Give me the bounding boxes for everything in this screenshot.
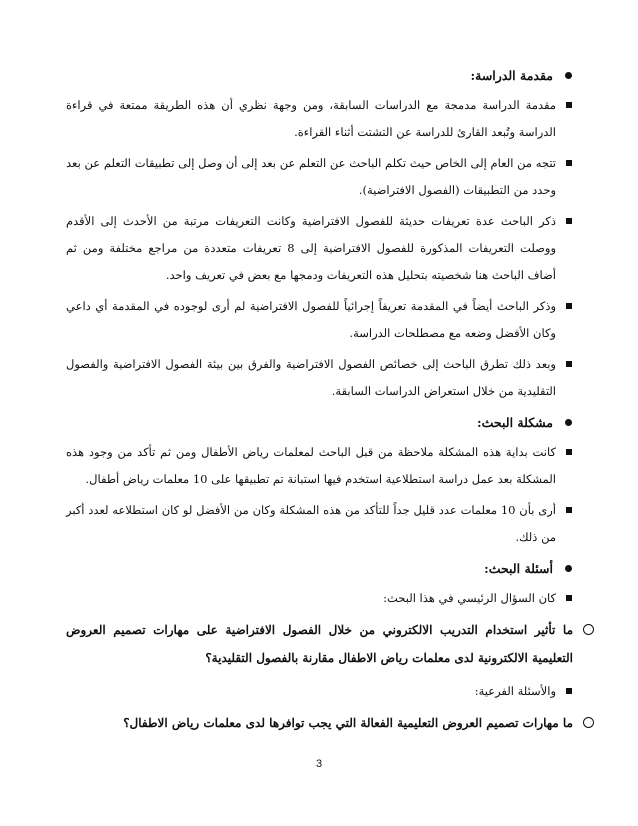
list-item-text: ذكر الباحث عدة تعريفات حديثة للفصول الافتراضية وكانت التعريفات مرتبة من الأحدث إلى الأقدم ووصلت التعريفات المذكورة للفصول الافتراضية إلى 8 تعريفات متعددة من مراجع مختلفة ومن ثم أضاف الباحث هنا شخصيته بتحليل هذه التعريفات ودمجها مع بعض في تعريف واحد. (66, 214, 556, 282)
list-item-text: أرى بأن 10 معلمات عدد قليل جداً للتأكد من هذه المشكلة وكان من الأفضل لو كان استطلاعه لعدد أكبر من ذلك. (66, 503, 556, 544)
square-bullet-icon (566, 218, 572, 224)
square-bullet-icon (566, 102, 572, 108)
sub-question (66, 709, 594, 737)
list-item (66, 678, 572, 705)
page-number: 3 (315, 758, 323, 770)
list-item-text: كان السؤال الرئيسي في هذا البحث: (383, 591, 556, 605)
document-page (66, 64, 572, 743)
section-heading (66, 64, 572, 86)
square-bullet-icon (566, 361, 572, 367)
list-item-text: كانت بداية هذه المشكلة ملاحظة من قبل الباحث لمعلمات رياض الأطفال ومن ثم تأكد من وجود هذه المشكلة بعد عمل دراسة استطلاعية استخدم فيها استبانة تم تطبيقها على 10 معلمات رياض أطفال. (66, 445, 556, 486)
main-question (66, 616, 594, 672)
section-heading (66, 411, 572, 433)
square-bullet-icon (566, 303, 572, 309)
main-question-text: ما تأثير استخدام التدريب الالكتروني من خلال الفصول الافتراضية على مهارات تصميم العروض التعليمية الالكترونية لدى معلمات رياض الاطفال مقارنة بالفصول التقليدية؟ (66, 623, 573, 665)
section-study-introduction (66, 64, 572, 405)
list-item (66, 351, 572, 405)
list-item (66, 293, 572, 347)
sub-question-text: ما مهارات تصميم العروض التعليمية الفعالة التي يجب توافرها لدى معلمات رياض الاطفال؟ (123, 716, 573, 730)
square-bullet-icon (566, 595, 572, 601)
square-bullet-icon (566, 688, 572, 694)
bullet-dot-icon (565, 419, 572, 426)
list-item-text: مقدمة الدراسة مدمجة مع الدراسات السابقة، ومن وجهة نظري أن هذه الطريقة ممتعة في قراءة الدراسة وتُبعد القارئ للدراسة عن التشتت أثناء القراءة. (66, 98, 556, 139)
section-research-problem (66, 411, 572, 551)
circle-bullet-icon (583, 717, 594, 728)
heading-text: مشكلة البحث: (477, 414, 553, 430)
circle-bullet-icon (583, 624, 594, 635)
list-item-text: وذكر الباحث أيضاً في المقدمة تعريفاً إجرائياً للفصول الافتراضية لم أرى لوجوده في المقدمة أي داعي وكان الأفضل وضعه مع مصطلحات الدراسة. (66, 299, 556, 340)
list-item (66, 585, 572, 612)
heading-text: أسئلة البحث: (484, 560, 553, 576)
heading-text: مقدمة الدراسة: (470, 67, 553, 83)
section-research-questions (66, 557, 572, 737)
bullet-dot-icon (565, 72, 572, 79)
list-item (66, 497, 572, 551)
section-heading (66, 557, 572, 579)
list-item (66, 439, 572, 493)
list-item (66, 208, 572, 289)
list-item (66, 150, 572, 204)
list-item-text: تتجه من العام إلى الخاص حيث تكلم الباحث عن التعلم عن بعد إلى أن وصل إلى تطبيقات التعلم عن بعد وحدد من التطبيقات (الفصول الافتراضية). (66, 156, 556, 197)
square-bullet-icon (566, 449, 572, 455)
sub-questions-label: والأسئلة الفرعية: (474, 684, 556, 698)
list-item (66, 92, 572, 146)
square-bullet-icon (566, 507, 572, 513)
bullet-dot-icon (565, 565, 572, 572)
list-item-text: وبعد ذلك تطرق الباحث إلى خصائص الفصول الافتراضية والفرق بين بيئة الفصول الافتراضية والفصول التقليدية من خلال استعراض الدراسات السابقة. (66, 357, 556, 398)
square-bullet-icon (566, 160, 572, 166)
